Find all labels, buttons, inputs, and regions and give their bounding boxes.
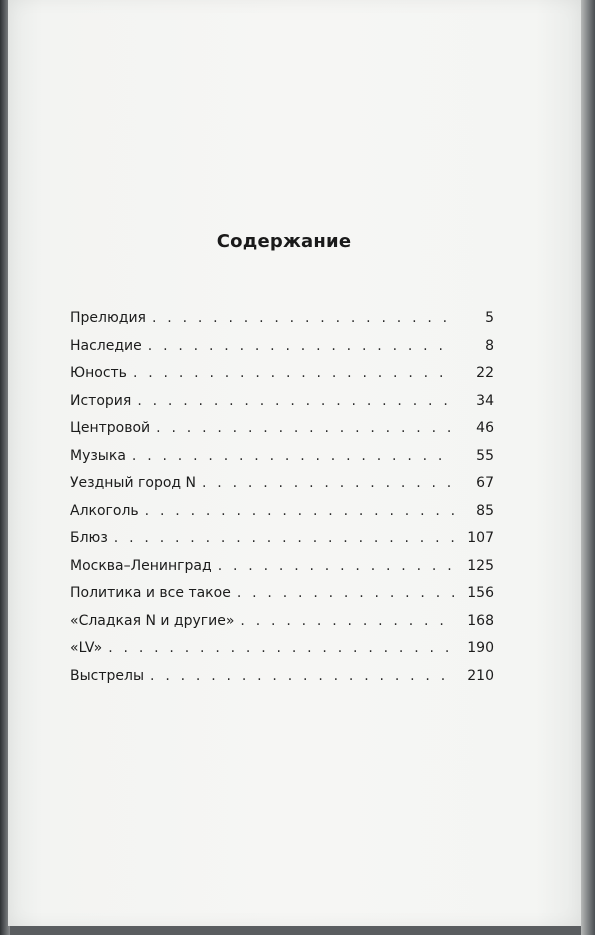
toc-dot-leader [108,640,454,656]
toc-entry-title: Алкоголь [70,502,139,519]
toc-entry [70,558,494,586]
toc-dot-leader [114,530,454,546]
toc-entry [70,585,494,613]
toc-entry-title: Уездный город N [70,475,196,491]
toc-entry [70,475,494,503]
toc-entry-title: Прелюдия [70,310,146,326]
toc-entry [70,668,494,696]
toc-entry-page: 8 [485,337,494,354]
toc-entry-title: Выстрелы [70,667,145,684]
toc-entry-page: 5 [485,310,494,326]
toc-entry [70,365,494,393]
toc-entry [70,640,494,668]
toc-entry-page: 210 [467,667,494,684]
toc-dot-leader [218,558,454,574]
toc-entry-title: Политика и все такое [70,585,231,601]
toc-dot-leader [156,420,454,436]
toc-entry-title: Юность [70,365,127,381]
toc-entry-title: Москва–Ленинград [70,557,212,574]
toc-entry-page: 46 [476,420,494,436]
toc-dot-leader [145,503,454,519]
toc-dot-leader [240,613,454,629]
toc-entry-page: 190 [467,640,494,656]
toc-entry-page: 34 [476,392,494,409]
toc-entry-page: 22 [476,365,494,381]
toc-entry [70,613,494,641]
toc-entry-page: 168 [467,612,494,629]
book-page [8,0,582,926]
toc-entry-page: 55 [476,447,494,464]
toc-entry-title: «Сладкая N и другие» [70,612,235,629]
page-title: Содержание [216,231,352,252]
toc-entry-page: 107 [467,530,494,546]
toc-entry [70,338,494,366]
toc-entry-title: История [70,392,132,409]
toc-dot-leader [237,585,454,601]
toc-entry [70,530,494,558]
toc-entry-title: Наследие [70,337,142,354]
toc-dot-leader [150,668,454,684]
toc-entry [70,310,494,338]
toc-entry [70,393,494,421]
toc-entry-page: 156 [467,585,494,601]
toc-entry [70,448,494,476]
toc-entry-page: 67 [476,475,494,491]
toc-entry-title: Музыка [70,447,126,464]
toc-entry-page: 125 [467,557,494,574]
toc-dot-leader [202,475,454,491]
toc-dot-leader [148,338,454,354]
toc-dot-leader [133,365,454,381]
toc-dot-leader [152,310,454,326]
toc-dot-leader [132,448,454,464]
toc-entry-title: Центровой [70,420,151,436]
table-of-contents [70,310,494,695]
toc-entry [70,420,494,448]
toc-entry-title: «LV» [70,640,103,656]
toc-dot-leader [137,393,454,409]
toc-entry-page: 85 [476,502,494,519]
scan-right-edge [581,0,595,935]
toc-entry [70,503,494,531]
toc-entry-title: Блюз [70,530,108,546]
